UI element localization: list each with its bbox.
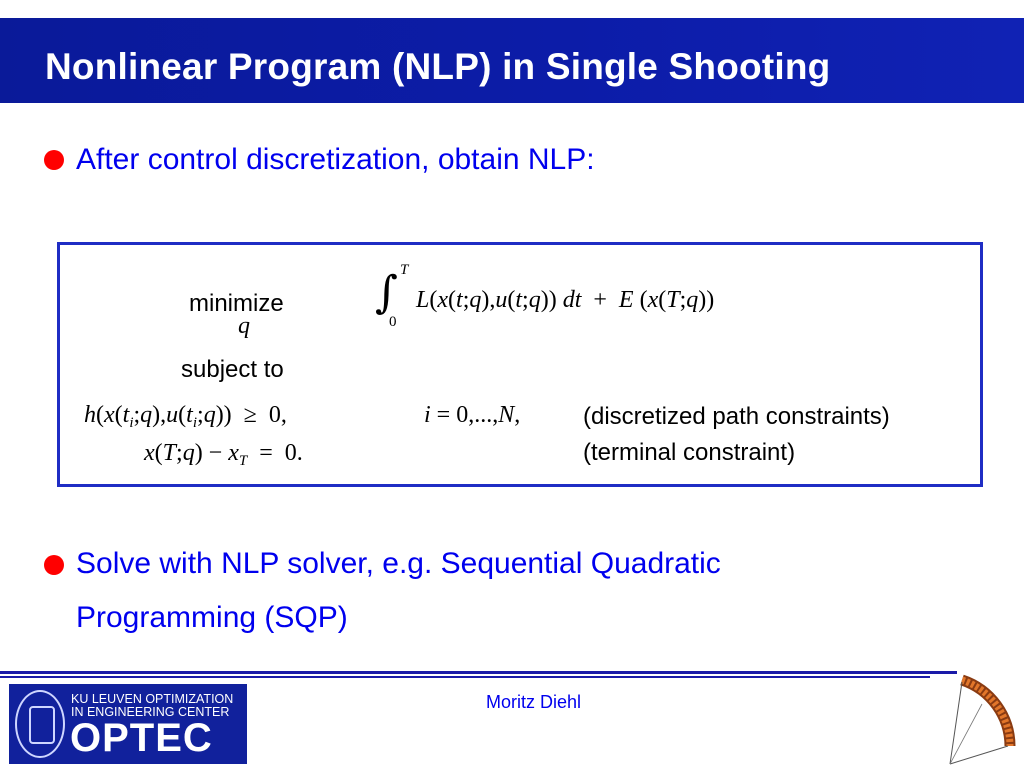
decision-variable-q: q xyxy=(238,313,250,339)
bullet-1-text: After control discretization, obtain NLP: xyxy=(76,143,595,176)
footer-divider xyxy=(0,671,957,674)
logo-name: OPTEC xyxy=(70,716,213,760)
objective-expression: L(x(t;q),u(t;q)) dt + E (x(T;q)) xyxy=(416,287,715,313)
slide-title: Nonlinear Program (NLP) in Single Shooting xyxy=(45,46,831,87)
integral-sign: ∫ xyxy=(375,267,398,318)
minimize-label: minimize xyxy=(189,290,284,317)
bullet-dot xyxy=(44,150,64,170)
terminal-constraint-comment: (terminal constraint) xyxy=(583,439,796,466)
logo-line-2: IN ENGINEERING CENTER xyxy=(71,705,230,719)
university-seal-icon xyxy=(15,690,65,758)
footer-divider xyxy=(0,676,930,678)
tethered-arc-icon xyxy=(940,674,1024,768)
optec-logo xyxy=(9,684,247,764)
author-name: Moritz Diehl xyxy=(486,692,582,712)
terminal-constraint-expression: x(T;q) − $x_T = 0$. xyxy=(144,440,303,469)
bullet-2-line-1: Solve with NLP solver, e.g. Sequential Quadratic xyxy=(76,547,721,580)
integral-upper-limit: T xyxy=(400,262,409,278)
path-constraint-expression: $h(x(t_i;q),u(t_i;q)) \ge 0$, xyxy=(84,402,287,431)
bullet-2-line-2: Programming (SQP) xyxy=(76,601,348,634)
logo-line-1: KU LEUVEN OPTIMIZATION xyxy=(71,692,234,706)
index-range-expression: i = 0,...,N, xyxy=(424,402,521,428)
path-constraint-comment: (discretized path constraints) xyxy=(583,403,890,430)
integral-lower-limit: 0 xyxy=(389,314,397,330)
bullet-dot xyxy=(44,555,64,575)
subject-to-label: subject to xyxy=(181,356,284,383)
